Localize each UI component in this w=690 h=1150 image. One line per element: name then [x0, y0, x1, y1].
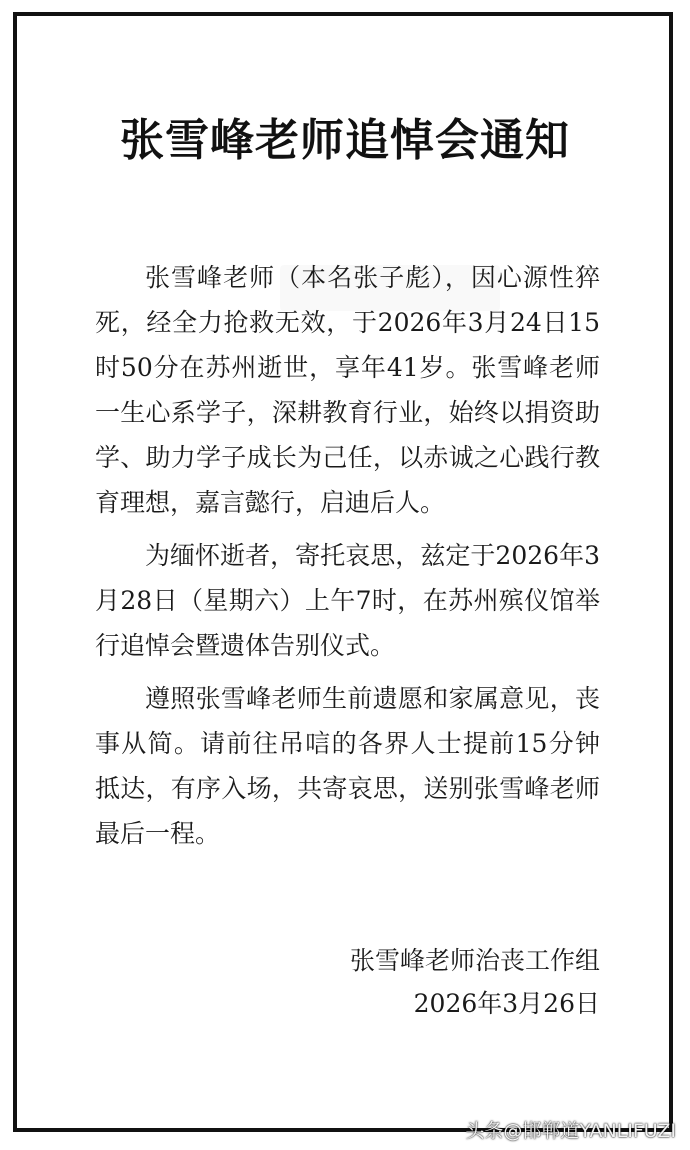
signature-organization: 张雪峰老师治丧工作组 — [349, 946, 600, 975]
notice-date: 2026年3月26日 — [413, 989, 600, 1018]
source-watermark: 头条@邯郸道YANLIFUZI — [465, 1119, 676, 1142]
paragraph-1: 张雪峰老师（本名张子彪），因心源性猝死，经全力抢救无效，于2026年3月24日15时50分在苏州逝世，享年41岁。张雪峰老师一生心系学子，深耕教育行业，始终以捐资助学、助力学子成长为己任，以赤诚之心践行教育理想，嘉言懿行，启迪后人。 — [95, 263, 600, 517]
notice-body — [95, 255, 600, 864]
notice-title: 张雪峰老师追悼会通知 — [120, 115, 570, 166]
paragraph-3: 遵照张雪峰老师生前遗愿和家属意见，丧事从简。请前往吊唁的各界人士提前15分钟抵达，有序入场，共寄哀思，送别张雪峰老师最后一程。 — [95, 684, 600, 848]
paragraph-2: 为缅怀逝者，寄托哀思，兹定于2026年3月28日（星期六）上午7时，在苏州殡仪馆举行追悼会暨遗体告别仪式。 — [95, 541, 600, 660]
